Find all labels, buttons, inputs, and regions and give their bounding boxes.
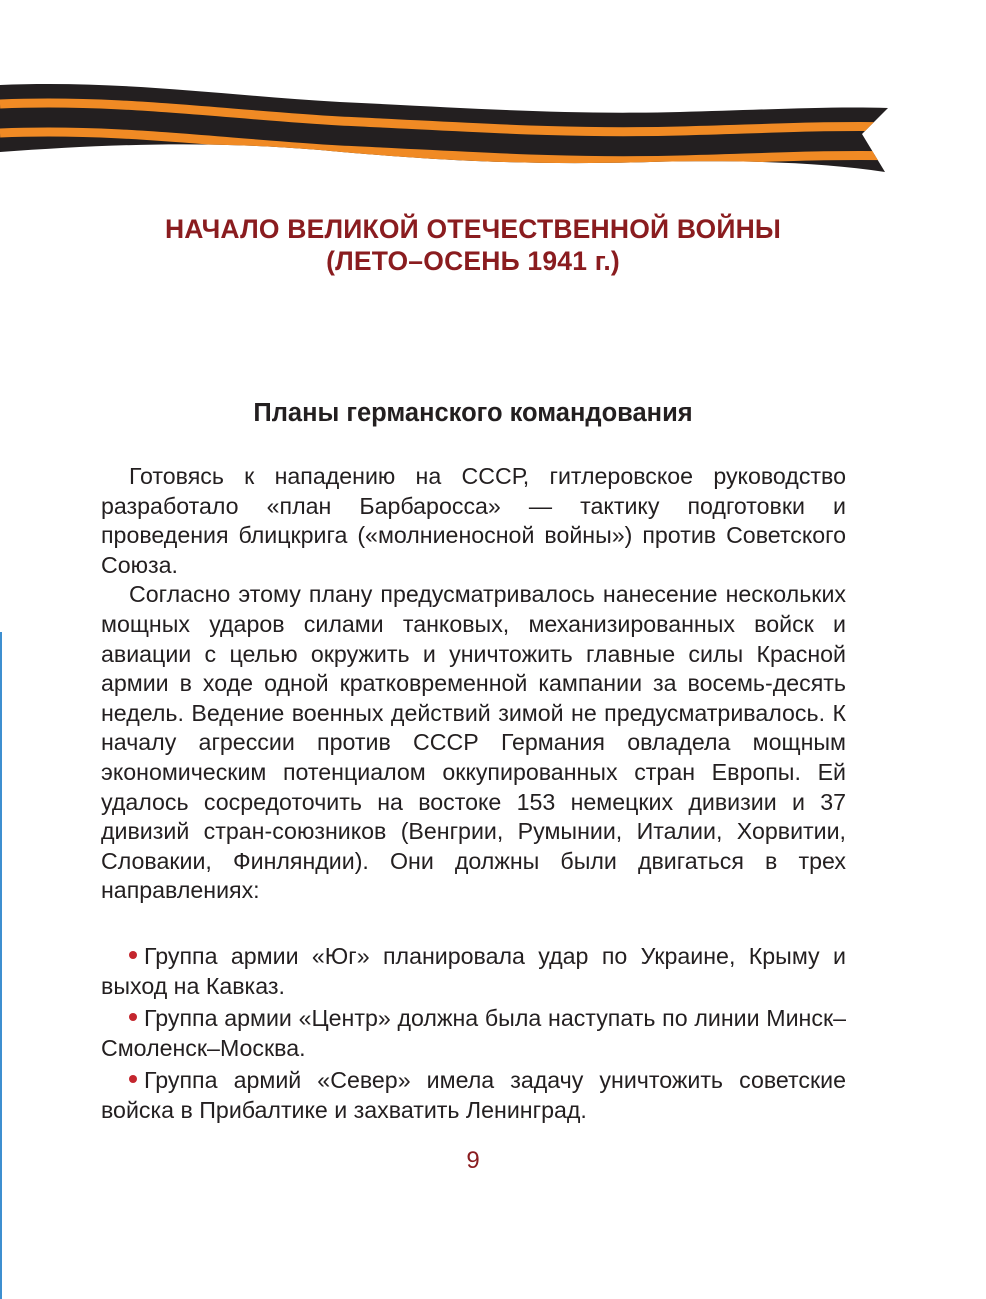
- list-item-text: Группа армий «Север» имела задачу уничтожить советские войска в Прибалтике и захватить Ленинград.: [101, 1067, 846, 1123]
- st-george-ribbon-icon: [0, 70, 900, 190]
- chapter-title-line-2: (ЛЕТО–ОСЕНЬ 1941 г.): [326, 246, 620, 276]
- chapter-title: [0, 213, 946, 277]
- page-number: 9: [466, 1147, 480, 1174]
- list-item: [101, 1066, 846, 1125]
- bullet-dot-icon: [129, 951, 137, 959]
- list-item: [101, 942, 846, 1001]
- list-item: [101, 1004, 846, 1063]
- paragraph: Готовясь к нападению на СССР, гитлеровское руководство разработало «план Барбаросса» — тактику подготовки и проведения блицкрига («молниеносной войны») против Советского Союза.: [101, 463, 846, 578]
- bullet-dot-icon: [129, 1075, 137, 1083]
- page-edge-line: [0, 632, 2, 1299]
- paragraph: Согласно этому плану предусматривалось нанесение нескольких мощных ударов силами танковых, механизированных войск и авиации с целью окружить и уничтожить главные силы Красной армии в ходе одной кратковременной кампании за восемь-десять недель. Ведение военных действий зимой не предусматривалось. К началу агрессии против СССР Германия овладела мощным экономическим потенциалом оккупированных стран Европы. Ей удалось сосредоточить на востоке 153 немецких дивизии и 37 дивизий стран-союзников (Венгрии, Румынии, Италии, Хорвитии, Словакии, Финляндии). Они должны были двигаться в трех направлениях:: [101, 581, 846, 904]
- chapter-title-line-1: НАЧАЛО ВЕЛИКОЙ ОТЕЧЕСТВЕННОЙ ВОЙНЫ: [164, 214, 782, 244]
- body-text: [101, 462, 846, 906]
- army-groups-list: [101, 942, 846, 1129]
- list-item-text: Группа армии «Юг» планировала удар по Украине, Крыму и выход на Кавказ.: [101, 943, 846, 999]
- bullet-dot-icon: [129, 1013, 137, 1021]
- list-item-text: Группа армии «Центр» должна была наступать по линии Минск–Смоленск–Москва.: [101, 1005, 846, 1061]
- section-heading: Планы германского командования: [253, 399, 693, 427]
